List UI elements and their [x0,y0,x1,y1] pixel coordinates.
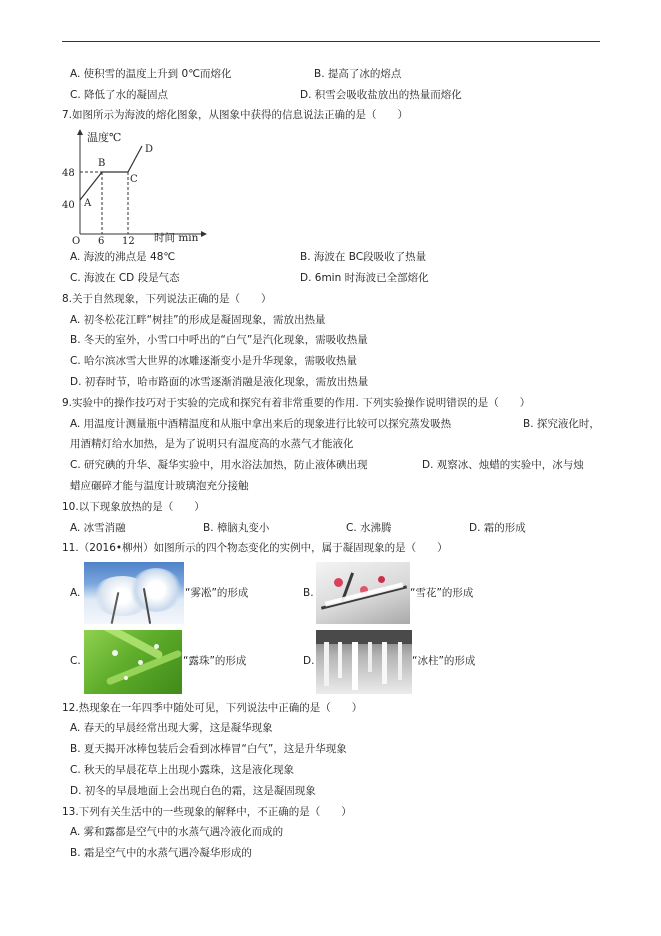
q12-option-c: C. 秋天的早晨花草上出现小露珠，这是液化现象 [70,764,295,776]
q9-option-d-cont: 蜡应碾碎才能与温度计玻璃泡充分接触 [70,480,249,492]
q8-stem: 8.关于自然现象，下列说法正确的是（ ） [62,293,272,305]
q12-option-b: B. 夏天揭开冰棒包装后会看到冰棒冒“白气”，这是升华现象 [70,743,347,755]
q7-option-d: D. 6min 时海波已全部熔化 [300,272,429,284]
q11-caption-a: “雾凇”的形成 [185,587,249,599]
q13-option-b: B. 霜是空气中的水蒸气遇冷凝华形成的 [70,847,252,859]
point-a: A [84,198,92,209]
q10-option-b: B. 樟脑丸变小 [203,522,270,534]
melting-curve [80,146,142,200]
header-rule [62,41,600,42]
q9-option-d: D. 观察冰、烛蜡的实验中，冰与烛 [422,459,584,471]
q6-option-d: D. 积雪会吸收盐放出的热量而熔化 [300,89,462,101]
q11-letter-d: D. [303,655,315,667]
y-axis-label: 温度℃ [87,131,122,144]
q6-option-a: A. 使积雪的温度上升到 0℃而熔化 [70,68,232,80]
q11-image-dew [84,630,182,694]
point-b: B [98,158,106,169]
q7-option-a: A. 海波的沸点是 48℃ [70,251,176,263]
q9-stem: 9.实验中的操作技巧对于实验的完成和探究有着非常重要的作用. 下列实验操作说明错误的是（ ） [62,397,531,409]
q11-stem: 11.（2016•柳州）如图所示的四个物态变化的实例中，属于凝固现象的是（ ） [62,542,448,554]
point-c: C [130,174,138,185]
origin-label: O [72,236,81,247]
x-tick-12: 12 [122,236,135,247]
q13-option-a: A. 雾和露都是空气中的水蒸气遇冷液化而成的 [70,826,284,838]
q11-image-rime [84,562,184,624]
q7-melting-graph [60,126,210,248]
q12-option-d: D. 初冬的早晨地面上会出现白色的霜，这是凝固现象 [70,785,316,797]
q10-stem: 10.以下现象放热的是（ ） [62,501,205,513]
q11-letter-a: A. [70,587,81,599]
q7-option-c: C. 海波在 CD 段是气态 [70,272,180,284]
q8-option-b: B. 冬天的室外，小雪口中呼出的“白气”是汽化现象，需吸收热量 [70,334,368,346]
point-d: D [145,144,154,155]
q6-option-b: B. 提高了冰的熔点 [314,68,402,80]
q11-caption-b: “雪花”的形成 [410,587,474,599]
q12-option-a: A. 春天的早晨经常出现大雾，这是凝华现象 [70,722,273,734]
q7-option-b: B. 海波在 BC段吸收了热量 [300,251,427,263]
x-axis-label: 时间 min [154,232,199,244]
y-tick-40: 40 [62,200,75,211]
q12-stem: 12.热现象在一年四季中随处可见，下列说法中正确的是（ ） [62,702,363,714]
q9-option-a: A. 用温度计测量瓶中酒精温度和从瓶中拿出来后的现象进行比较可以探究蒸发吸热 [70,418,452,430]
y-tick-48: 48 [62,168,75,179]
q13-stem: 13.下列有关生活中的一些现象的解释中，不正确的是（ ） [62,806,352,818]
q7-stem: 7.如图所示为海波的熔化图象，从图象中获得的信息说法正确的是（ ） [62,109,409,121]
x-tick-6: 6 [98,236,105,247]
q10-option-c: C. 水沸腾 [346,522,392,534]
q10-option-d: D. 霜的形成 [469,522,526,534]
q11-caption-c: “露珠”的形成 [183,655,247,667]
q11-letter-c: C. [70,655,81,667]
q11-image-icicles [316,630,412,694]
q11-letter-b: B. [303,587,314,599]
q8-option-a: A. 初冬松花江畔“树挂”的形成是凝固现象，需放出热量 [70,314,326,326]
q9-option-b: B. 探究液化时， [523,418,600,430]
q8-option-c: C. 哈尔滨冰雪大世界的冰雕逐渐变小是升华现象，需吸收热量 [70,355,358,367]
q11-caption-d: “冰柱”的形成 [412,655,476,667]
q6-option-c: C. 降低了水的凝固点 [70,89,169,101]
q8-option-d: D. 初春时节，哈市路面的冰雪逐渐消融是液化现象，需放出热量 [70,376,369,388]
q10-option-a: A. 冰雪消融 [70,522,126,534]
q11-image-snow [316,562,410,624]
q9-option-b-cont: 用酒精灯给水加热，是为了说明只有温度高的水蒸气才能液化 [70,438,354,450]
q9-option-c: C. 研究碘的升华、凝华实验中，用水浴法加热，防止液体碘出现 [70,459,368,471]
